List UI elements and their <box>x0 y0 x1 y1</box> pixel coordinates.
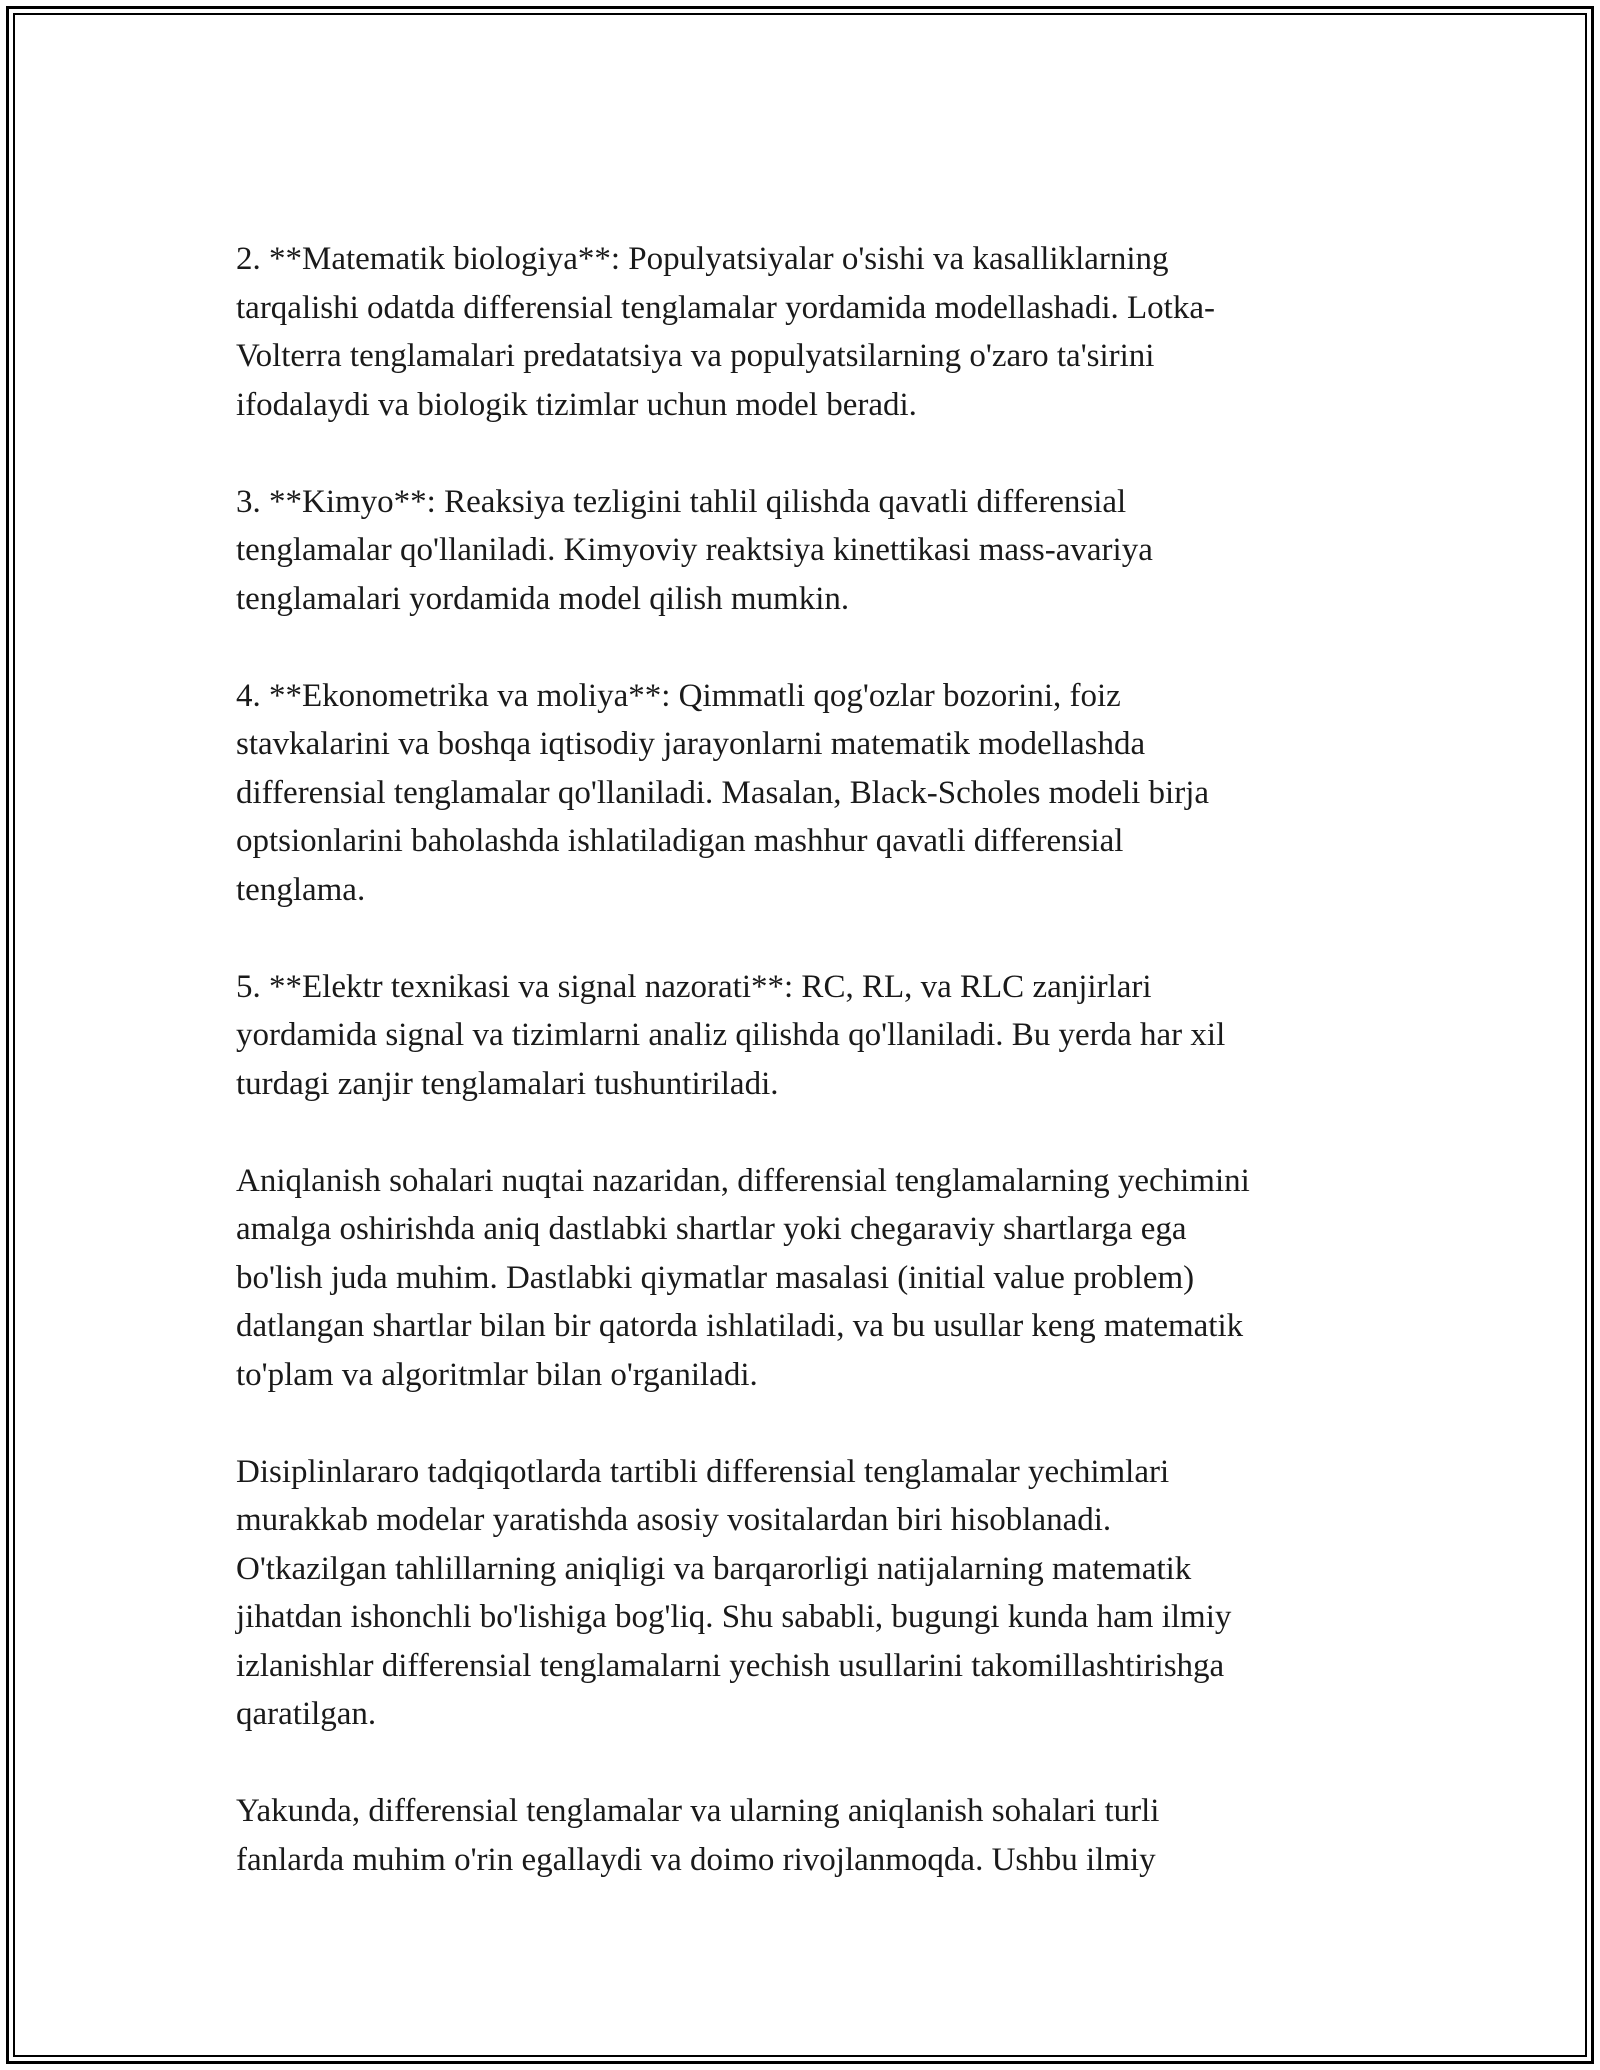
text-line: tenglamalari yordamida model qilish mumkin. <box>236 580 850 617</box>
text-line: yordamida signal va tizimlarni analiz qilishda qo'llaniladi. Bu yerda har xil <box>236 1017 1226 1053</box>
text-line: 4. **Ekonometrika va moliya**: Qimmatli qog'ozlar bozorini, foiz <box>236 677 1121 714</box>
text-line: datlangan shartlar bilan bir qatorda ishlatiladi, va bu usullar keng matematik <box>236 1308 1244 1344</box>
text-line: optsionlarini baholashda ishlatiladigan mashhur qavatli differensial <box>236 823 1124 859</box>
text-line: differensial tenglamalar qo'llaniladi. Masalan, Black-Scholes modeli birja <box>236 774 1210 811</box>
text-line: tenglama. <box>236 871 366 908</box>
text-line: jihatdan ishonchli bo'lishiga bog'liq. Shu sababli, bugungi kunda ham ilmiy <box>236 1599 1232 1635</box>
text-line: qaratilgan. <box>236 1696 377 1732</box>
paragraph-aniqlanish-sohalari <box>236 1157 1386 1400</box>
text-line: murakkab modelar yaratishda asosiy vositalardan biri hisoblanadi. <box>236 1502 1112 1538</box>
text-line: Disiplinlararo tadqiqotlarda tartibli differensial tenglamalar yechimlari <box>236 1453 1170 1490</box>
text-line: izlanishlar differensial tenglamalarni yechish usullarini takomillashtirishga <box>236 1647 1225 1684</box>
text-line: ifodalaydi va biologik tizimlar uchun model beradi. <box>236 386 917 423</box>
text-line: Aniqlanish sohalari nuqtai nazaridan, differensial tenglamalarning yechimini <box>236 1162 1250 1199</box>
text-line: 5. **Elektr texnikasi va signal nazorati**: RC, RL, va RLC zanjirlari <box>236 968 1152 1005</box>
text-line: to'plam va algoritmlar bilan o'rganiladi. <box>236 1356 758 1393</box>
paragraph-disiplinlararo <box>236 1448 1386 1739</box>
paragraph-yakunda <box>236 1787 1386 1884</box>
paragraph-elektr-texnikasi <box>236 963 1386 1109</box>
document-body <box>236 235 1386 1884</box>
text-line: 2. **Matematik biologiya**: Populyatsiyalar o'sishi va kasalliklarning <box>236 241 1169 277</box>
text-line: O'tkazilgan tahlillarning aniqligi va barqarorligi natijalarning matematik <box>236 1550 1192 1587</box>
text-line: stavkalarini va boshqa iqtisodiy jarayonlarni matematik modellashda <box>236 726 1146 762</box>
text-line: tenglamalar qo'llaniladi. Kimyoviy reaktsiya kinettikasi mass-avariya <box>236 532 1153 568</box>
paragraph-kimyo <box>236 478 1386 624</box>
text-line: Yakunda, differensial tenglamalar va ularning aniqlanish sohalari turli <box>236 1793 1160 1829</box>
paragraph-matematik-biologiya <box>236 235 1386 429</box>
text-line: turdagi zanjir tenglamalari tushuntiriladi. <box>236 1065 779 1102</box>
text-line: 3. **Kimyo**: Reaksiya tezligini tahlil qilishda qavatli differensial <box>236 483 1127 520</box>
text-line: amalga oshirishda aniq dastlabki shartlar yoki chegaraviy shartlarga ega <box>236 1211 1187 1247</box>
paragraph-ekonometrika <box>236 672 1386 915</box>
text-line: tarqalishi odatda differensial tenglamalar yordamida modellashadi. Lotka- <box>236 289 1215 326</box>
text-line: bo'lish juda muhim. Dastlabki qiymatlar masalasi (initial value problem) <box>236 1259 1195 1296</box>
text-line: Volterra tenglamalari predatatsiya va populyatsilarning o'zaro ta'sirini <box>236 338 1155 374</box>
text-line: fanlarda muhim o'rin egallaydi va doimo rivojlanmoqda. Ushbu ilmiy <box>236 1841 1156 1878</box>
